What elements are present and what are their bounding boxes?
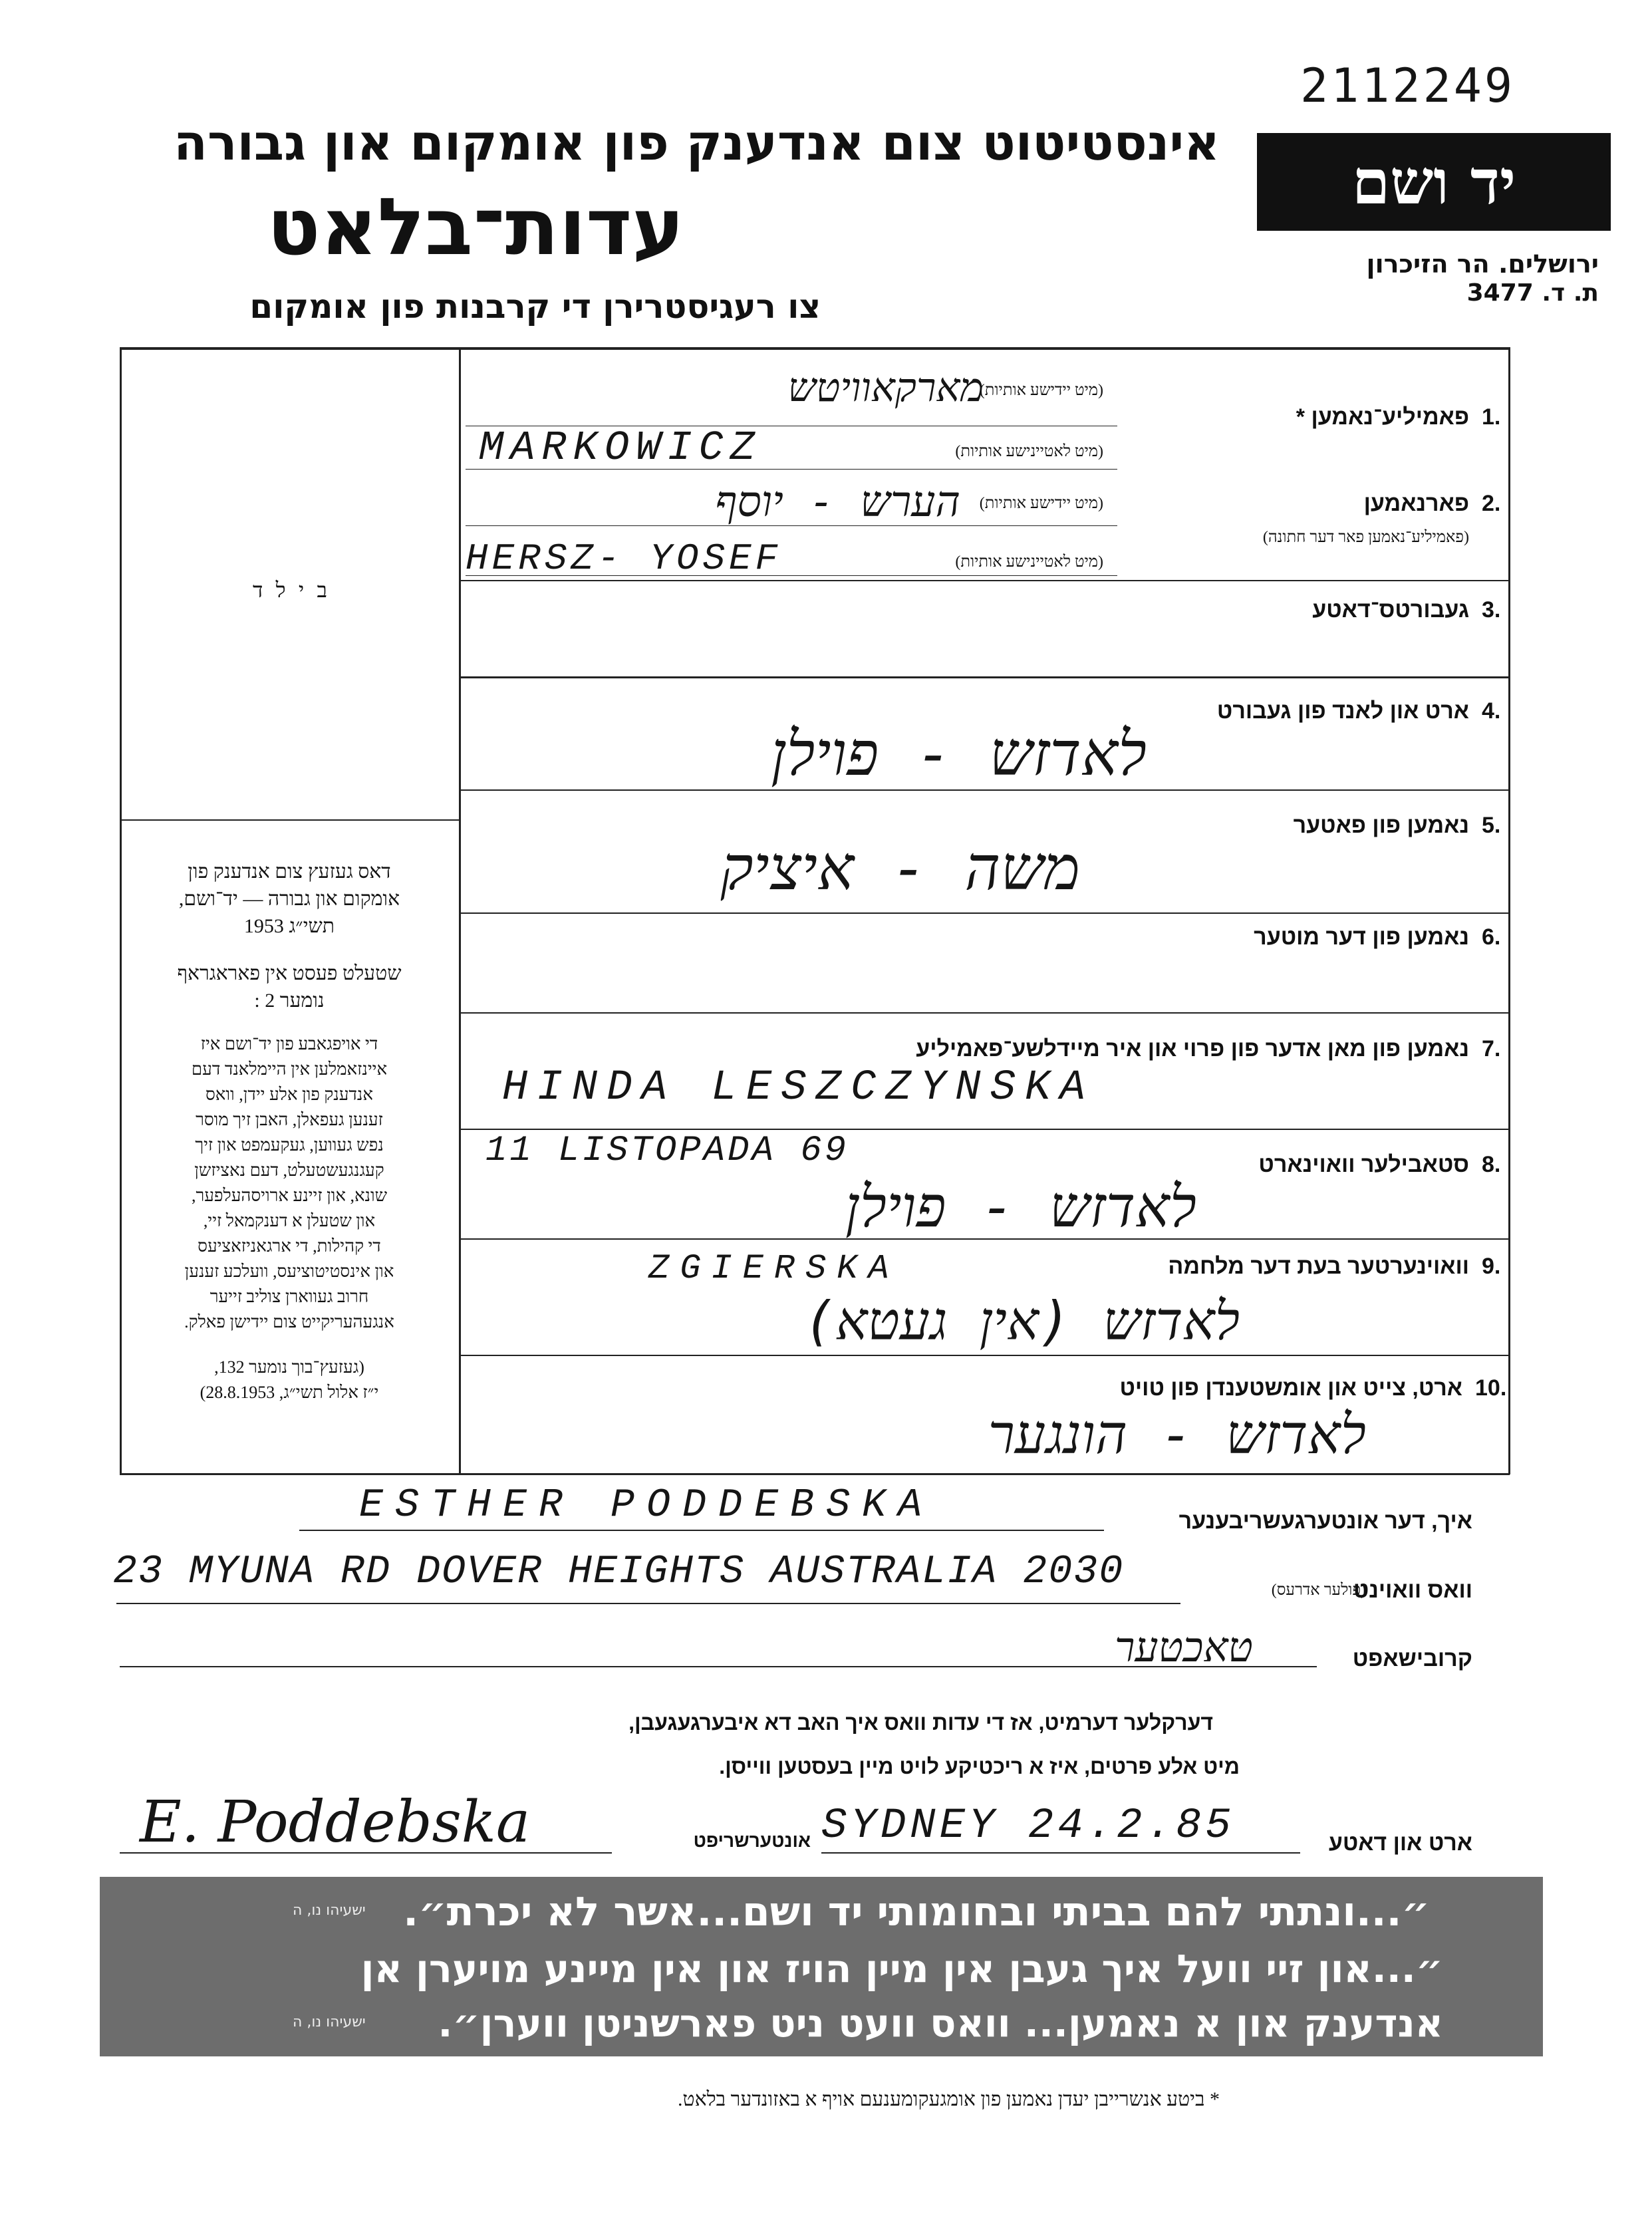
hw-signature: E. Poddebska — [140, 1789, 531, 1856]
hw-surname-yiddish: מארקאוויטש — [787, 364, 984, 411]
photo-divider — [459, 347, 461, 1474]
form-title: עדות־בלאט — [267, 181, 684, 273]
para-line: שטעלט פעסט אין פאראגראף — [177, 962, 402, 984]
signature-label: אונטערשריפט — [693, 1830, 811, 1851]
field-number: 10. — [1475, 1375, 1507, 1401]
hw-wartime-latin: ZGIERSKA — [648, 1249, 900, 1288]
field-label-father: נאמען פון פאטער — [1293, 813, 1469, 838]
field-label-spouse: נאמען פון מאן אדער פון פרוי און איר מיידלשע־פאמיליע — [916, 1036, 1469, 1061]
address-label: וואס וואוינט — [1353, 1578, 1472, 1603]
row-line-5 — [459, 912, 1510, 914]
body-line: און שטעלן א דענקמאל זיי, — [203, 1211, 376, 1230]
field-label-firstname: פארנאמען — [1363, 491, 1469, 516]
body-line: שונא, און זיינע ארויסהעלפער, — [191, 1186, 388, 1205]
footnote: * ביטע אנשרייבן יעדן נאמען פון אומגעקומענעם אויף א באזונדער בלאט. — [677, 2088, 1220, 2110]
hw-wartime-yiddish: לאדזש (אין געטא) — [803, 1290, 1240, 1352]
row-line-3 — [459, 677, 1510, 678]
body-line: און אינסטיטוציעס, וועלכע זענען — [184, 1262, 394, 1281]
hw-death: לאדזש - הונגער — [988, 1403, 1366, 1466]
field-number: 4. — [1482, 698, 1501, 724]
field-number: 3. — [1482, 597, 1501, 623]
frame-left — [120, 347, 122, 1474]
banner-line-2: ״...און זיי וועל איך געבן אין מיין הויז און אין מיינע מויערן אן — [360, 1946, 1443, 1991]
body-line: קעגנגעשטעלט, דעם נאציזשן — [194, 1161, 384, 1180]
declaration-line-2: מיט אלע פרטים, איז א ריכטיקע לויט מיין בעסטען ווייסן. — [719, 1754, 1240, 1778]
ref-line: י״ז אלול תשי״ג, 28.8.1953) — [200, 1383, 379, 1402]
field-number: 1. — [1482, 404, 1501, 430]
frame-top — [120, 347, 1510, 350]
para-line: נומער 2 : — [254, 990, 325, 1012]
hw-firstname-latin: HERSZ- YOSEF — [466, 537, 782, 580]
body-line: איינזאמלען אין היימלאנד דעם — [191, 1059, 388, 1079]
document-number: 2112249 — [1300, 59, 1516, 113]
hw-relation: טאכטער — [1115, 1623, 1253, 1671]
frame-bottom — [120, 1473, 1510, 1475]
hw-birthplace: לאדזש - פוילן — [770, 718, 1147, 789]
field-number: 6. — [1482, 924, 1501, 950]
ref-line: (געזעץ־בוך נומער 132, — [214, 1357, 364, 1377]
field-label-wartime-residence: וואוינערטער בעת דער מלחמה — [1168, 1254, 1469, 1279]
banner-line-3: אנדענק און א נאמען... וואס וועט ניט פארשניטן ווערן״. — [438, 2001, 1443, 2046]
hint-yiddish-1: (מיט יידישע אותיות) — [979, 382, 1103, 399]
row-line-9 — [459, 1355, 1510, 1356]
law-line: אומקום און גבורה — יד־ושם, — [178, 888, 400, 910]
field-number: 8. — [1482, 1152, 1501, 1177]
field-label-birthplace: ארט און לאנד פון געבורט — [1216, 698, 1469, 724]
hw-address-latin: 11 LISTOPADA 69 — [485, 1131, 849, 1171]
law-line: תשי״ג 1953 — [243, 915, 335, 937]
submitter-label: איך, דער אונטערגעשריבענער — [1178, 1508, 1472, 1534]
banner-source-1: ישעיהו נו, ה — [293, 1902, 366, 1919]
hw-firstname-yiddish: הערש - יוסף — [715, 478, 960, 527]
hw-submitter: ESTHER PODDEBSKA — [359, 1483, 934, 1528]
hw-surname-latin: MARKOWICZ — [479, 424, 761, 472]
law-text — [130, 858, 449, 1405]
field-label-birthdate: געבורטס־דאטע — [1312, 597, 1469, 623]
hint-yiddish-2: (מיט יידישע אותיות) — [979, 495, 1103, 512]
field-number: 2. — [1482, 491, 1501, 516]
hw-spouse: HINDA LESZCZYNSKA — [502, 1064, 1095, 1112]
institute-name: אינסטיטוט צום אנדענק פון אומקום און גבורה — [174, 114, 1220, 172]
field-number: 5. — [1482, 813, 1501, 838]
field-number: 7. — [1482, 1036, 1501, 1061]
field-number: 9. — [1482, 1254, 1501, 1279]
law-line: דאס געזעץ צום אנדענק פון — [188, 861, 391, 883]
row-line-4 — [459, 789, 1510, 791]
field-note-maiden: (פאמיליע־נאמען פאר דער חתונה) — [1262, 529, 1469, 546]
hw-place-date: SYDNEY 24.2.85 — [821, 1802, 1235, 1850]
declaration-line-1: דערקלער דערמיט, אז די עדות וואס איך האב דא איבערגעגעבן, — [628, 1711, 1213, 1735]
field-label-death: ארט, צייט און אומשטענדן פון טויט — [1119, 1375, 1462, 1401]
photo-bottom — [120, 819, 460, 821]
hw-address-yiddish: לאדזש - פוילן — [845, 1174, 1196, 1240]
body-line: נפש געווען, געקעמפט און זיך — [195, 1135, 384, 1155]
body-line: זענען געפאלן, האבן זיך מוסר — [196, 1110, 383, 1129]
body-line: די קהילות, די ארגאניזאציעס — [198, 1236, 381, 1256]
frame-right — [1508, 347, 1510, 1474]
row-line-6 — [459, 1012, 1510, 1014]
field-label-residence: סטאבילער וואוינארט — [1258, 1152, 1469, 1177]
hint-latin-2: (מיט לאטיינישע אותיות) — [955, 553, 1103, 571]
quote-banner — [100, 1877, 1543, 2056]
hw-father: משה - איציק — [720, 833, 1080, 904]
photo-label: ב י ל ד — [253, 577, 327, 603]
body-line: אנגעהעריקייט צום יידישן פאלק. — [184, 1312, 394, 1331]
banner-line-1: ״...ונתתי להם בביתי ובחומותי יד ושם...אשר לא יכרת״. — [403, 1889, 1430, 1935]
submitter-line — [299, 1530, 1104, 1531]
banner-source-3: ישעיהו נו, ה — [293, 2014, 366, 2030]
yad-vashem-logo — [1257, 133, 1611, 231]
po-box: ת. ד. 3477 — [1466, 279, 1599, 307]
field-label-mother: נאמען פון דער מוטער — [1254, 924, 1469, 950]
address-note: (פולער אדרעס) — [1271, 1582, 1366, 1599]
place-date-line — [821, 1852, 1300, 1854]
form-subtitle: צו רעגיסטרירן די קרבנות פון אומקום — [249, 287, 821, 326]
logo-text: יד ושם — [1351, 146, 1516, 218]
body-line: אנדענק פון אלע יידן, וואס — [206, 1085, 373, 1104]
body-line: די אויפגאבע פון יד־ושם איז — [200, 1034, 378, 1053]
field-label-surname: פאמיליע־נאמען * — [1296, 404, 1469, 430]
address-line: ירושלים. הר הזיכרון — [1366, 249, 1599, 279]
address-line — [116, 1603, 1180, 1604]
hw-submitter-address: 23 MYUNA RD DOVER HEIGHTS AUSTRALIA 2030 — [113, 1550, 1125, 1595]
body-line: חרוב געווארן צוליב זייער — [209, 1287, 369, 1306]
relation-label: קרובישאפט — [1352, 1646, 1472, 1671]
hint-latin-1: (מיט לאטיינישע אותיות) — [955, 443, 1103, 460]
place-date-label: ארט און דאטע — [1328, 1830, 1472, 1856]
row-line-1 — [459, 580, 1510, 581]
row-line-7 — [459, 1129, 1510, 1130]
